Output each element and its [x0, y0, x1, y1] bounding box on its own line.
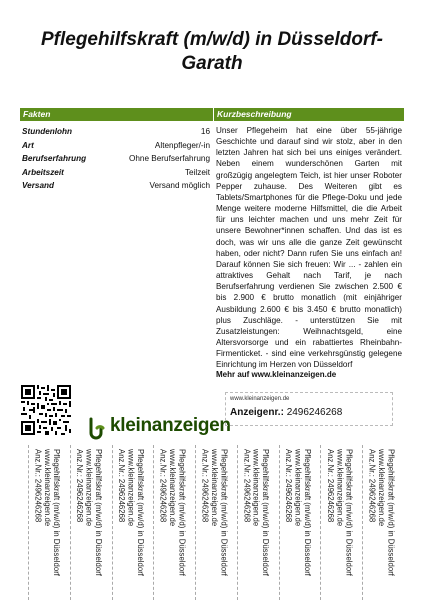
tear-off-tab[interactable] [112, 445, 154, 600]
tear-off-tab-text [367, 449, 395, 599]
tear-off-line1: Pflegehilfskraft (m/w/d) in Düsseldorf [261, 449, 271, 576]
id-box-url: www.kleinanzeigen.de [230, 396, 290, 402]
fact-key: Versand [22, 181, 55, 191]
fact-key: Art [22, 140, 34, 150]
facts-header: Fakten [20, 108, 213, 121]
listing-id-line [230, 407, 342, 418]
tear-off-line3: Anz.Nr.: 2496246268 [284, 449, 294, 523]
tear-off-tab[interactable] [28, 445, 70, 600]
tear-off-tab[interactable] [279, 445, 321, 600]
fact-value: Altenpfleger/-in [154, 140, 210, 150]
tear-off-line2: www.kleinanzeigen.de [209, 449, 219, 527]
tear-off-tabs [28, 445, 404, 600]
page-title: Pflegehilfskraft (m/w/d) in Düsseldorf-Garath [40, 29, 384, 74]
fact-row-art [22, 139, 210, 153]
tear-off-line3: Anz.Nr.: 2496246268 [33, 449, 43, 523]
tear-off-line2: www.kleinanzeigen.de [168, 449, 178, 527]
tear-off-line3: Anz.Nr.: 2496246268 [367, 449, 377, 523]
kleinanzeigen-logo-text: kleinanzeigen [110, 415, 231, 436]
tear-off-line2: www.kleinanzeigen.de [84, 449, 94, 527]
tear-off-line3: Anz.Nr.: 2496246268 [242, 449, 252, 523]
tear-off-line2: www.kleinanzeigen.de [126, 449, 136, 527]
description-header: Kurzbeschreibung [214, 108, 404, 121]
tear-off-line3: Anz.Nr.: 2496246268 [158, 449, 168, 523]
tear-off-tab-text [242, 449, 270, 599]
fact-value: Ohne Berufserfahrung [128, 154, 210, 164]
tear-off-tab-text [33, 449, 61, 599]
tear-off-line1: Pflegehilfskraft (m/w/d) in Düsseldorf [219, 449, 229, 576]
tear-off-tab[interactable] [237, 445, 279, 600]
tear-off-tab-text [325, 449, 353, 599]
fact-key: Stundenlohn [22, 127, 73, 136]
fact-value: 16 [200, 127, 210, 136]
tear-off-line2: www.kleinanzeigen.de [335, 449, 345, 527]
tear-off-tab-text [117, 449, 145, 599]
tear-off-tab[interactable] [153, 445, 195, 600]
tear-off-tab[interactable] [320, 445, 362, 600]
tear-off-tab-text [200, 449, 228, 599]
tear-off-line1: Pflegehilfskraft (m/w/d) in Düsseldorf [52, 449, 62, 576]
tear-off-tab[interactable] [195, 445, 237, 600]
fact-row-versand [22, 179, 210, 193]
tear-off-line1: Pflegehilfskraft (m/w/d) in Düsseldorf [386, 449, 396, 576]
tear-off-line3: Anz.Nr.: 2496246268 [325, 449, 335, 523]
tear-off-tab-text [284, 449, 312, 599]
tear-off-line1: Pflegehilfskraft (m/w/d) in Düsseldorf [302, 449, 312, 576]
tear-off-line2: www.kleinanzeigen.de [42, 449, 52, 527]
listing-id-label: Anzeigenr.: [230, 407, 284, 418]
fact-row-berufserfahrung [22, 152, 210, 166]
listing-id-box [225, 392, 393, 426]
description-text: Unser Pflegeheim hat eine über 55-jährige Geschichte und darauf sind wir stolz, aber in den letzten Jahren hat sich bei uns einiges verändert. Neben einem wunderschönen Garten mit großzügig angelegtem Teich, ist hier unser Roboter Pepper zuhause. Des Weiteren gibt es Tablets/Smartphones für die Pflege-Doku und jede Menge weitere moderne Hilfsmittel, die die Arbeit für uns leichter machen und uns mehr Zeit für unsere Bewohner*innen schaffen. Und das ist es doch, was wir uns alle die ganze Zeit gewünscht haben, oder nicht? Dann rufen Sie uns einfach an! Darauf können Sie sich freuen: Wir ... - zahlen ein attraktives Gehalt nach Tarif, je nach Berufserfahrung verdienen Sie zwischen 2.500 € bis 2.900 € brutto monatlich (mit einjähriger Ausbildung 2.600 € bis 3.450 € brutto monatlich) plus Zuschläge. - unterstützen Sie mit Zusatzleistungen: Weihnachtsgeld, eine Altersvorsorge und ein rabattiertes Rheinbahn-Firmenticket. - sind eine verkehrsgünstig gelegene Einrichtung im Herzen von Düsseldorf [216, 126, 402, 370]
tear-off-line1: Pflegehilfskraft (m/w/d) in Düsseldorf [177, 449, 187, 576]
tear-off-line2: www.kleinanzeigen.de [377, 449, 387, 527]
tear-off-line1: Pflegehilfskraft (m/w/d) in Düsseldorf [135, 449, 145, 576]
kleinanzeigen-logo-icon [88, 416, 106, 440]
tear-off-line3: Anz.Nr.: 2496246268 [75, 449, 85, 523]
tear-off-line1: Pflegehilfskraft (m/w/d) in Düsseldorf [93, 449, 103, 576]
listing-id-number: 2496246268 [286, 407, 343, 418]
fact-key: Berufserfahrung [22, 154, 87, 164]
fact-value: Versand möglich [149, 181, 210, 191]
fact-key: Arbeitszeit [22, 167, 64, 177]
tear-off-line2: www.kleinanzeigen.de [293, 449, 303, 527]
tear-off-tab-text [158, 449, 186, 599]
tear-off-tab-text [75, 449, 103, 599]
tear-off-line3: Anz.Nr.: 2496246268 [200, 449, 210, 523]
tear-off-line1: Pflegehilfskraft (m/w/d) in Düsseldorf [344, 449, 354, 576]
tear-off-tab[interactable] [70, 445, 112, 600]
tear-off-line2: www.kleinanzeigen.de [251, 449, 261, 527]
qr-code-icon [21, 385, 71, 435]
tear-off-line3: Anz.Nr.: 2496246268 [116, 449, 126, 523]
fact-row-arbeitszeit [22, 166, 210, 180]
fact-value: Teilzeit [184, 167, 210, 177]
tear-off-tab[interactable] [362, 445, 404, 600]
fact-row-stundenlohn [22, 125, 210, 139]
more-link[interactable]: Mehr auf www.kleinanzeigen.de [216, 370, 337, 379]
facts-list [22, 125, 210, 193]
